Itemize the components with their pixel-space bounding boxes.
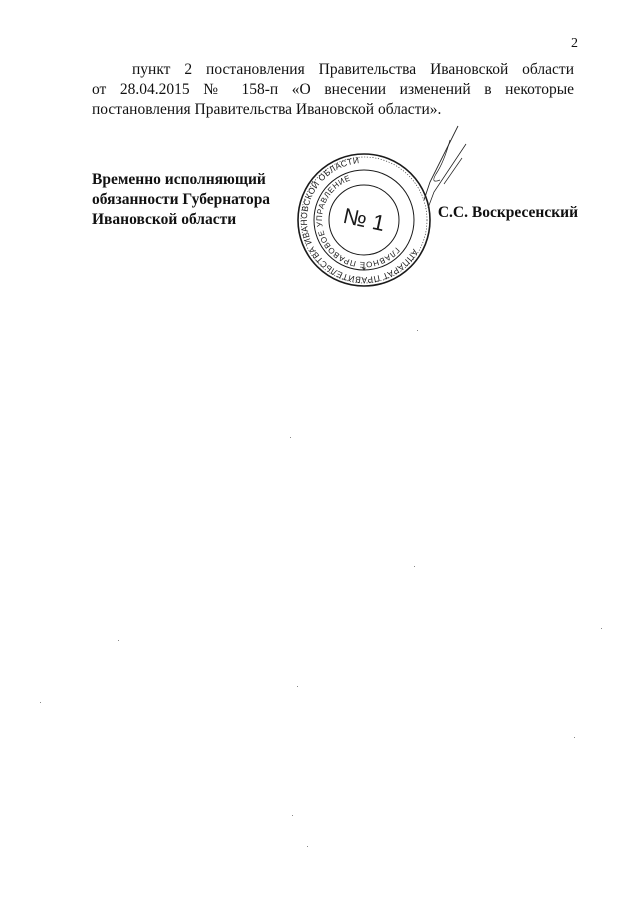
signer-position-line: Временно исполняющий (92, 171, 266, 188)
signer-position-line: обязанности Губернатора (92, 191, 271, 208)
scan-speck (292, 815, 293, 816)
scan-speck (307, 846, 308, 847)
scan-speck (40, 702, 41, 703)
seal-center-number: № 1 (340, 202, 388, 237)
scan-speck (414, 566, 415, 567)
body-line: пункт 2 постановления Правительства Ивановской области (132, 61, 574, 78)
scan-speck (601, 628, 602, 629)
scan-speck (574, 737, 575, 738)
scan-speck (118, 640, 119, 641)
seal-inner-text: ГЛАВНОЕ ПРАВОВОЕ УПРАВЛЕНИЕ (314, 173, 402, 270)
scan-speck (297, 686, 298, 687)
signer-position-line: Ивановской области (92, 211, 237, 228)
body-paragraph (92, 60, 574, 120)
scan-speck (417, 330, 418, 331)
seal-outer-text: АППАРАТ ПРАВИТЕЛЬСТВА ИВАНОВСКОЙ ОБЛАСТИ (298, 155, 421, 286)
body-line: постановления Правительства Ивановской области». (92, 101, 442, 118)
signer-position (92, 170, 270, 230)
page-number: 2 (571, 36, 578, 51)
seal-star: * (361, 265, 367, 277)
scan-speck (290, 437, 291, 438)
signer-name: С.С. Воскресенский (437, 204, 578, 221)
body-line: от 28.04.2015 № 158-п «О внесении изменений в некоторые (92, 81, 574, 98)
handwritten-signature (400, 122, 470, 222)
